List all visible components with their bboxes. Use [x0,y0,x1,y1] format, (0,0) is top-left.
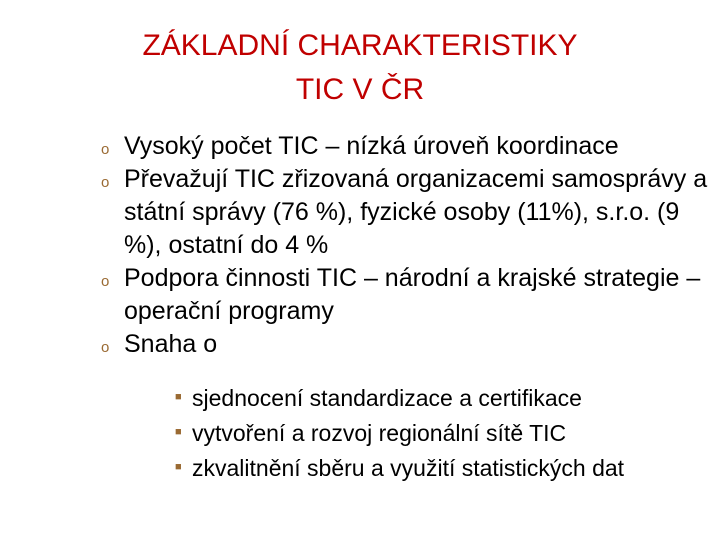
bullet-text: Podpora činnosti TIC – národní a krajské strategie – operační programy [124,264,701,325]
sub-bullet-item [175,451,708,486]
square-bullet-icon: ■ [175,391,182,403]
slide-title-line-1: ZÁKLADNÍ CHARAKTERISTIKY [142,29,578,62]
sub-bullet-item [175,416,708,451]
bullet-item [88,130,708,163]
sub-bullet-item [175,381,708,416]
sub-bullet-text: sjednocení standardizace a certifikace [192,385,582,411]
bullet-item [88,328,708,486]
bullet-list [88,130,708,486]
bullet-item [88,163,708,262]
sub-bullet-list [124,381,708,486]
sub-bullet-text: vytvoření a rozvoj regionální sítě TIC [192,420,567,446]
bullet-item [88,262,708,328]
bullet-text: Převažují TIC zřizovaná organizacemi samosprávy a státní správy (76 %), fyzické osoby (11%), s.r.o. (9 %), ostatní do 4 % [124,165,708,259]
square-bullet-icon: ■ [175,426,182,438]
slide-title [60,24,660,112]
circle-bullet-icon: o [101,273,110,290]
circle-bullet-icon: o [101,141,110,158]
sub-bullet-text: zkvalitnění sběru a využití statistických dat [192,455,625,481]
bullet-text: Snaha o [124,330,218,358]
bullet-text: Vysoký počet TIC – nízká úroveň koordinace [124,132,619,160]
circle-bullet-icon: o [101,339,110,356]
circle-bullet-icon: o [101,174,110,191]
slide-title-line-2: TIC V ČR [295,73,425,106]
square-bullet-icon: ■ [175,461,182,473]
